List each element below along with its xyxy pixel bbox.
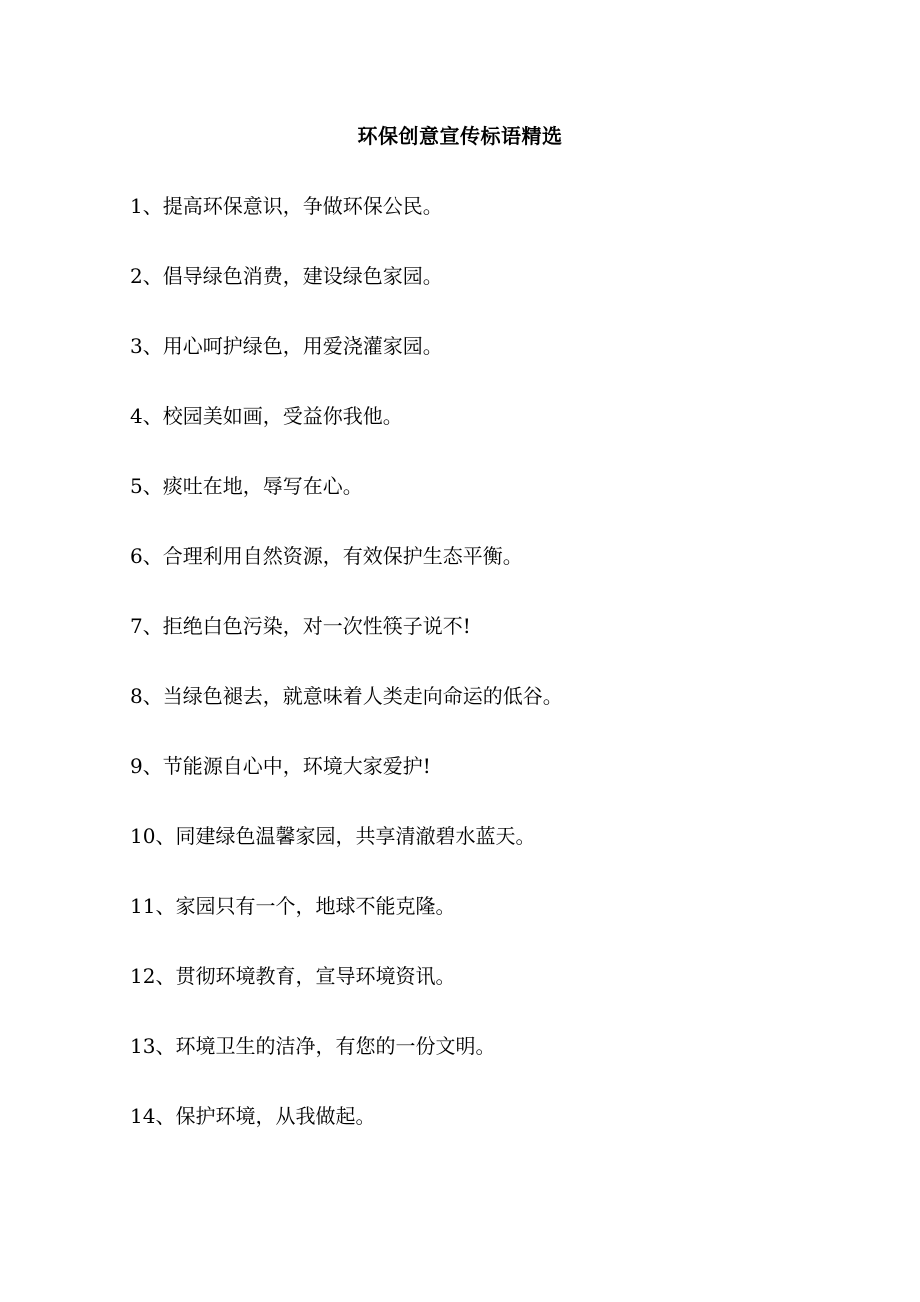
slogan-list [130,190,830,1170]
document-title: 环保创意宣传标语精选 [357,124,563,148]
slogan-item: 5、痰吐在地，辱写在心。 [130,474,363,498]
slogan-item: 10、同建绿色温馨家园，共享清澈碧水蓝天。 [130,824,536,848]
slogan-item: 3、用心呵护绿色，用爱浇灌家园。 [130,334,443,358]
slogan-item: 13、环境卫生的洁净，有您的一份文明。 [130,1034,496,1058]
slogan-item: 8、当绿色褪去，就意味着人类走向命运的低谷。 [130,684,563,708]
slogan-item: 1、提高环保意识，争做环保公民。 [130,194,443,218]
slogan-item: 14、保护环境，从我做起。 [130,1104,376,1128]
slogan-item: 9、节能源自心中，环境大家爱护! [130,754,431,778]
slogan-item: 6、合理利用自然资源，有效保护生态平衡。 [130,544,523,568]
slogan-item: 11、家园只有一个，地球不能克隆。 [130,894,456,918]
slogan-item: 4、校园美如画，受益你我他。 [130,404,403,428]
slogan-item: 12、贯彻环境教育，宣导环境资讯。 [130,964,456,988]
slogan-item: 7、拒绝白色污染，对一次性筷子说不! [130,614,471,638]
slogan-item: 2、倡导绿色消费，建设绿色家园。 [130,264,443,288]
